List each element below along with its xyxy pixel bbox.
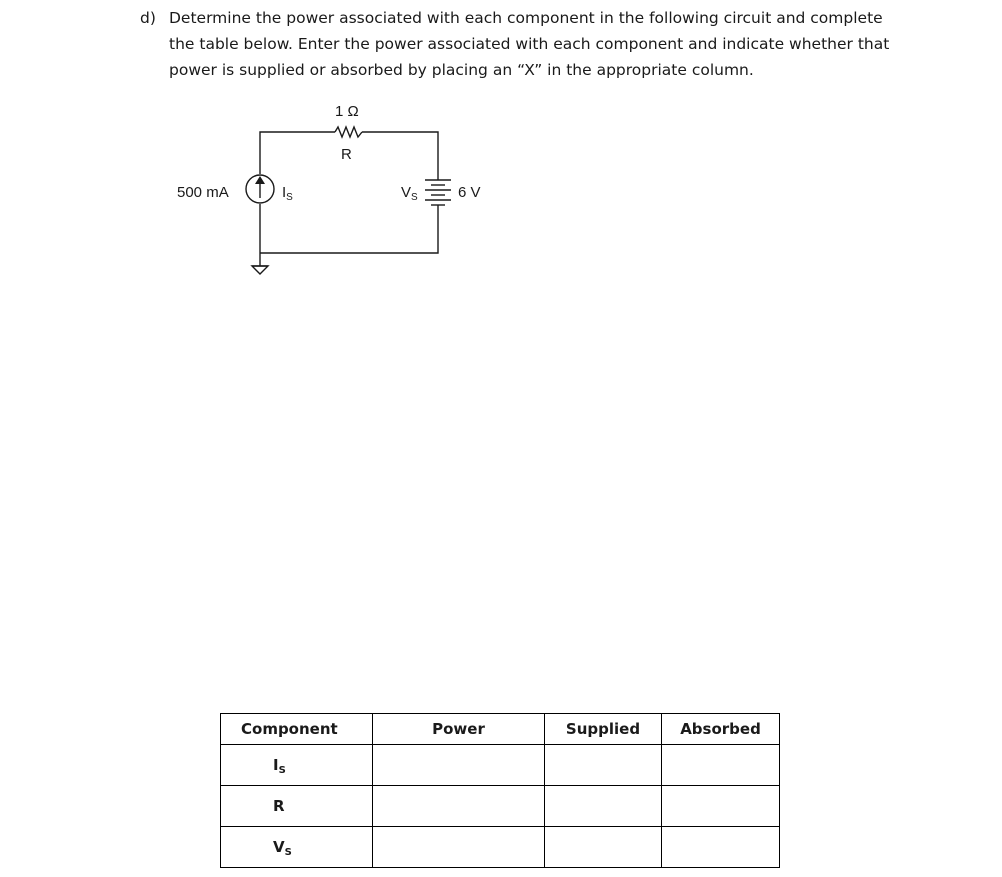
row-power-cell[interactable] [373, 786, 545, 827]
row-component: $I_S$ [221, 745, 373, 786]
table-row [221, 827, 780, 868]
row-absorbed-cell[interactable] [662, 786, 780, 827]
resistor-label: R [341, 146, 352, 163]
row-supplied-cell[interactable] [545, 745, 662, 786]
current-source-value: 500 mA [177, 184, 229, 201]
circuit-diagram [165, 96, 505, 276]
resistor-value: 1 Ω [335, 103, 359, 120]
table-row [221, 786, 780, 827]
resistor-symbol [335, 127, 362, 137]
row-power-cell[interactable] [373, 745, 545, 786]
wire-bottom-right [260, 205, 438, 253]
power-table [220, 713, 780, 868]
table-header-row [221, 714, 780, 745]
row-component: $V_S$ [221, 827, 373, 868]
row-supplied-cell[interactable] [545, 786, 662, 827]
wire-top-left [260, 132, 335, 174]
header-absorbed: Absorbed [662, 714, 780, 745]
question-label: d) [140, 9, 156, 27]
row-component: R [221, 786, 373, 827]
question-text: Determine the power associated with each component in the following circuit and complete the table below. Enter the power associated with each component and indicate whether that power is supplied or absorbed by placing an “X” in the appropriate column. [169, 9, 890, 79]
voltage-source-label: $V_S$ [401, 184, 418, 203]
wire-top-right [362, 132, 438, 180]
current-arrow-head [255, 176, 265, 184]
voltage-source-value: 6 V [458, 184, 481, 201]
current-source-label: $I_S$ [282, 184, 293, 203]
row-power-cell[interactable] [373, 827, 545, 868]
header-power: Power [373, 714, 545, 745]
ground-arrow [252, 266, 268, 274]
row-absorbed-cell[interactable] [662, 827, 780, 868]
row-supplied-cell[interactable] [545, 827, 662, 868]
row-absorbed-cell[interactable] [662, 745, 780, 786]
header-supplied: Supplied [545, 714, 662, 745]
header-component: Component [221, 714, 373, 745]
table-row [221, 745, 780, 786]
